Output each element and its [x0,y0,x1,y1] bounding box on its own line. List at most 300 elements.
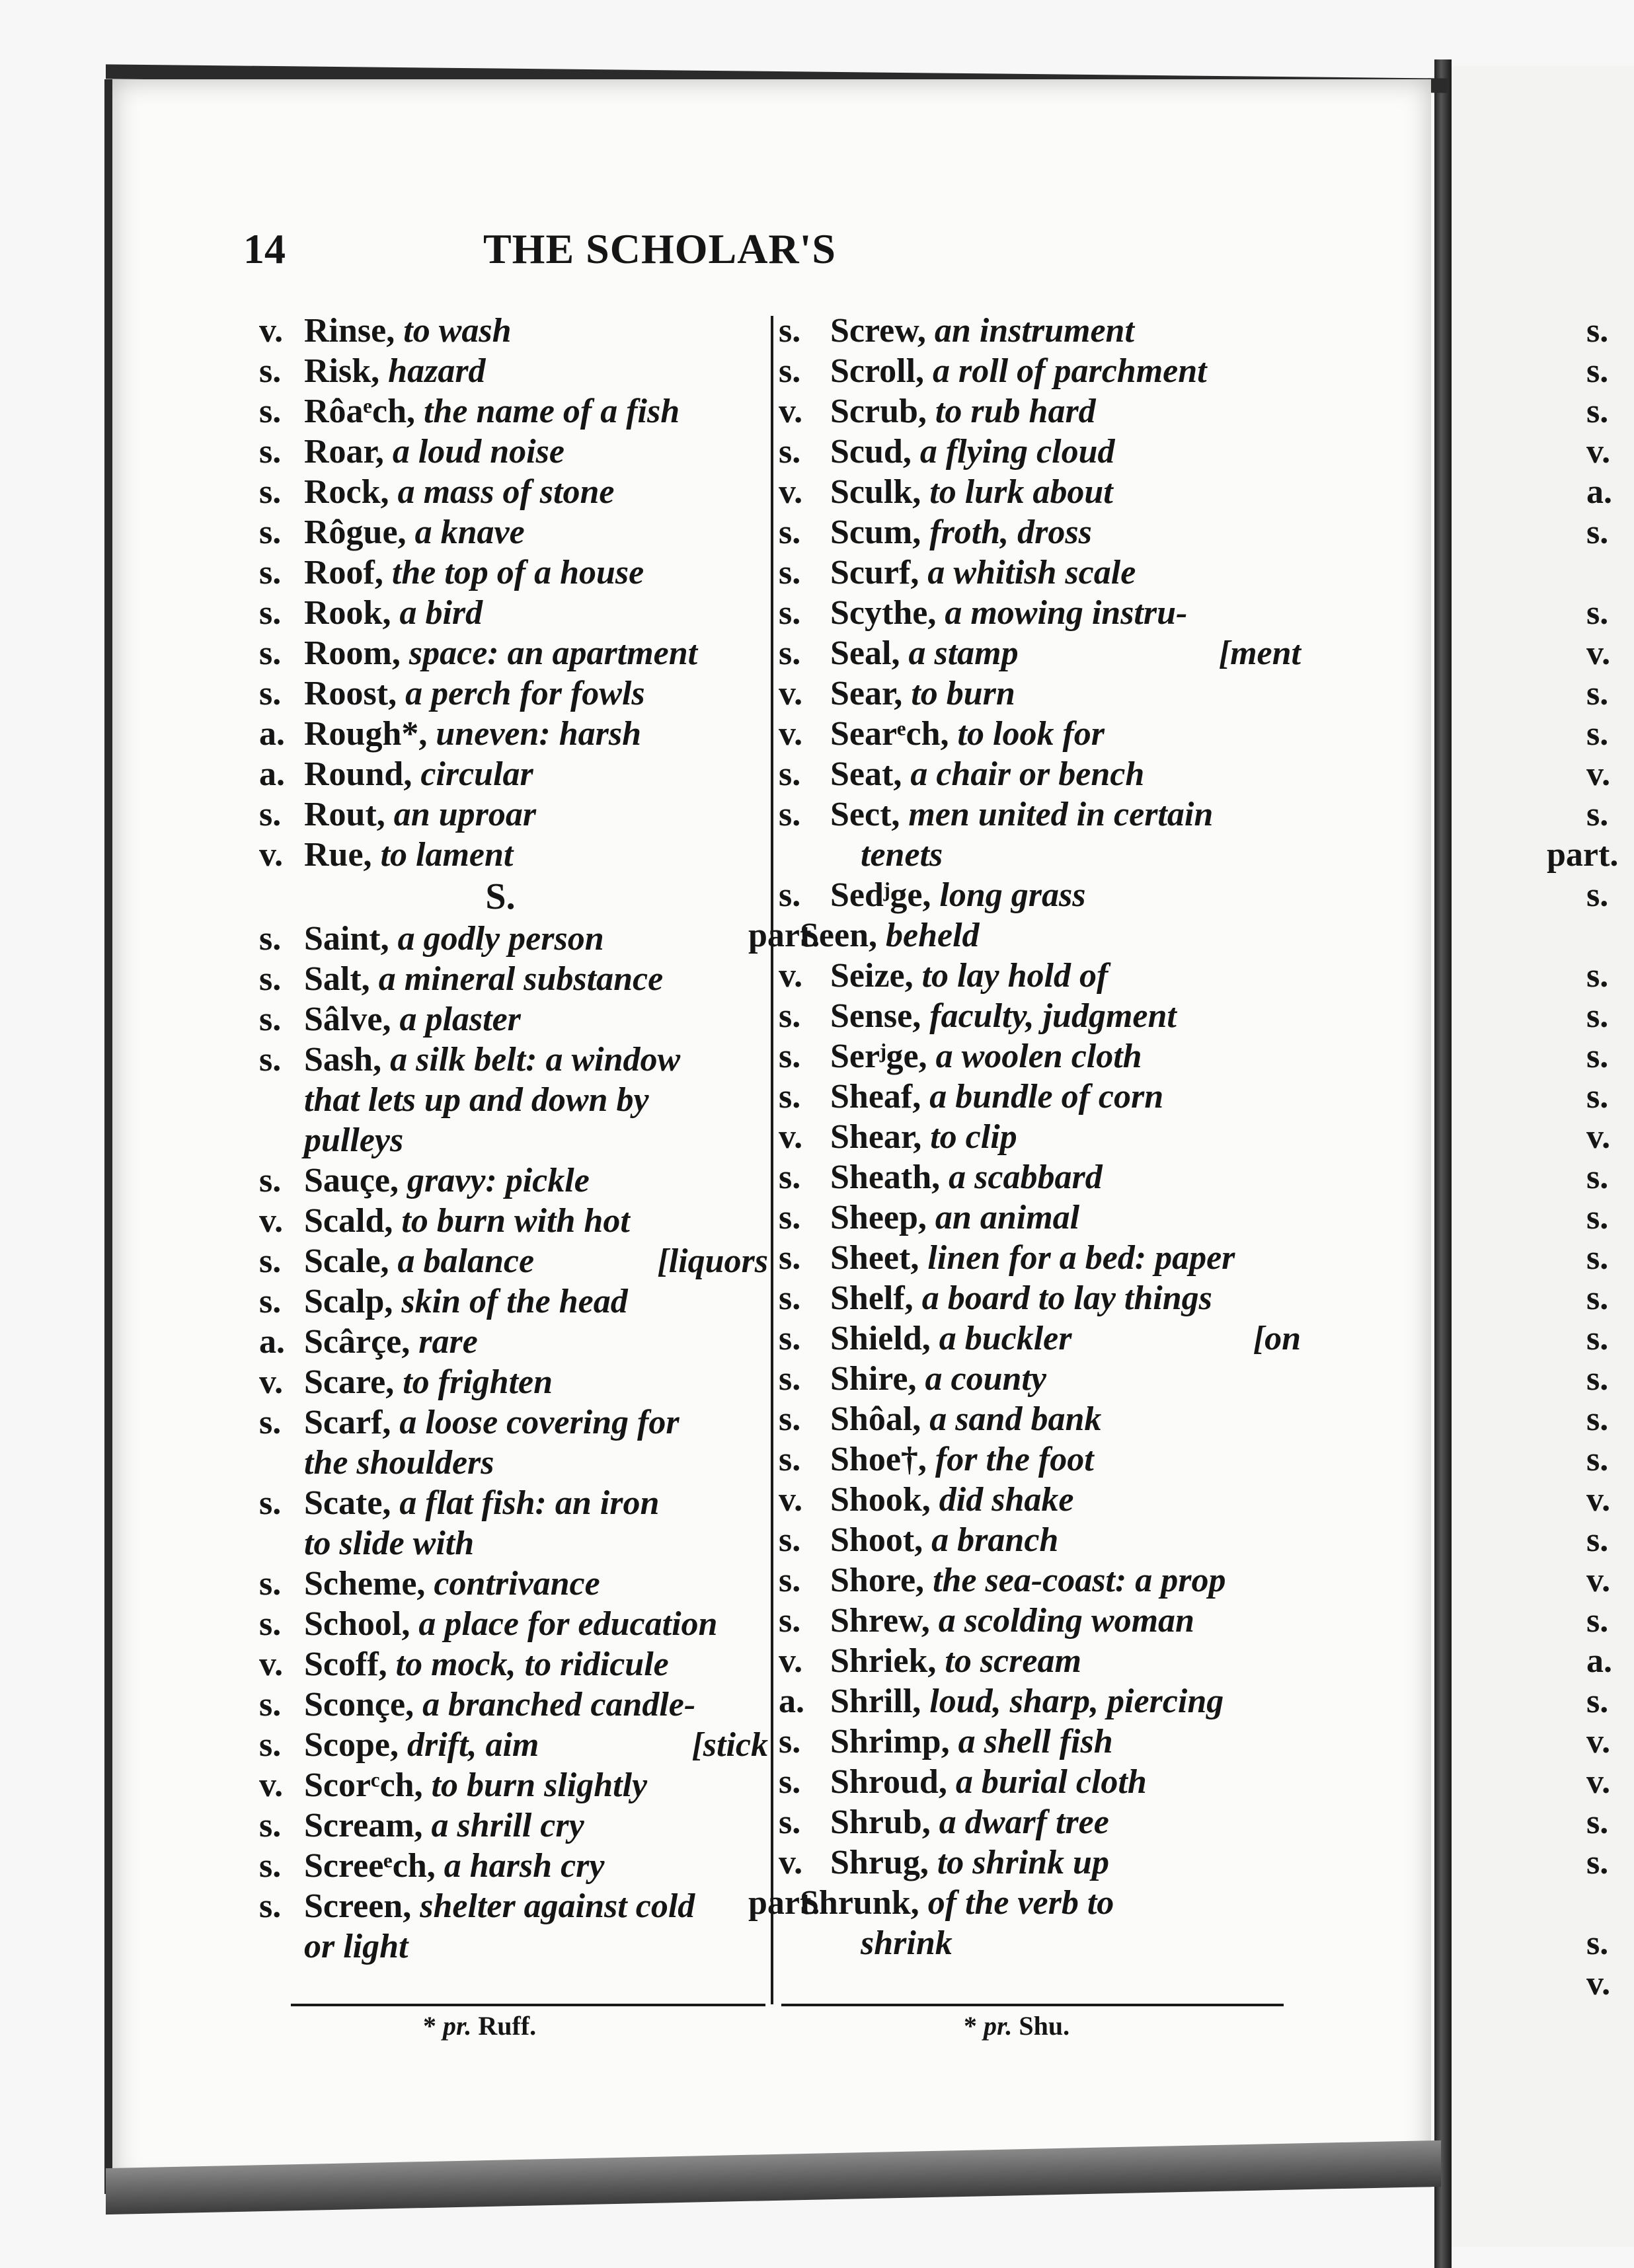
headword: Sheaf, [830,1078,921,1115]
part-of-speech: v. [779,473,803,511]
definition-continuation: that lets up and down by [304,1081,649,1119]
headword: Sheet, [830,1239,919,1277]
part-of-speech: s. [779,755,801,793]
facing-page-part-of-speech: a. [1586,473,1612,511]
dictionary-entry [779,472,1301,512]
dictionary-entry [779,1802,1301,1842]
headword: Scalp, [304,1283,393,1320]
dictionary-entry [259,1483,768,1523]
part-of-speech: s. [779,1400,801,1438]
definition: a scabbard [949,1158,1103,1196]
definition: contrivance [434,1565,600,1603]
definition: a plaster [399,1001,521,1038]
headword: Shrew, [830,1602,930,1640]
dictionary-entry [779,1480,1301,1520]
spacer [534,1241,657,1281]
facing-page-part-of-speech: s. [1586,1279,1609,1317]
part-of-speech: v. [259,1645,284,1683]
definition: shelter against cold [420,1887,695,1925]
headword: Rôaᵉch, [304,393,416,430]
headword: Sconçe, [304,1686,414,1723]
dictionary-entry [259,512,768,552]
headword: Saint, [304,920,389,958]
definition: a board to lay things [921,1279,1212,1317]
part-of-speech: s. [779,1441,801,1478]
part-of-speech: v. [779,675,803,712]
part-of-speech: s. [259,1001,282,1038]
dictionary-entry [259,754,768,794]
part-of-speech: s. [779,1320,801,1357]
facing-page-part-of-speech: v. [1586,1481,1611,1519]
dictionary-entry [779,633,1301,673]
facing-page-part-of-speech: s. [1586,1803,1609,1841]
definition: a county [925,1360,1046,1398]
part-of-speech: s. [779,352,801,390]
facing-page-part-of-speech: v. [1586,1118,1611,1156]
definition: long grass [939,876,1086,914]
headword: Shear, [830,1118,922,1156]
part-of-speech: v. [259,1766,284,1804]
headword: Roar, [304,433,384,471]
dictionary-entry [259,1362,768,1402]
definition: a harsh cry [444,1847,605,1885]
headword: Room, [304,634,401,672]
dictionary-entry [779,673,1301,714]
dictionary-entry [259,1160,768,1201]
definition: an animal [935,1199,1080,1236]
part-of-speech: s. [259,796,282,833]
dictionary-entry [259,633,768,673]
headword: Rook, [304,594,391,632]
definition: an instrument [934,312,1134,350]
headword: Roof, [304,554,383,591]
section-letter: S. [485,876,516,917]
definition: the top of a house [391,554,644,591]
part-of-speech: v. [259,1202,284,1240]
headword: Scurf, [830,554,919,591]
dictionary-entry [259,1886,768,1926]
definition: space: an apartment [408,634,698,672]
part-of-speech: s. [259,634,282,672]
definition: to burn slightly [431,1766,648,1804]
dictionary-entry [259,1281,768,1322]
definition: a branch [931,1521,1059,1559]
headword: Scheme, [304,1565,426,1603]
headword: Sense, [830,997,921,1035]
dictionary-entry [259,1725,768,1765]
definition: men united in certain [908,796,1214,833]
definition: a mass of stone [397,473,615,511]
headword: Serʲge, [830,1038,927,1075]
spacer [1019,633,1219,673]
facing-page-part-of-speech: s. [1586,957,1609,995]
definition: to scream [945,1642,1081,1680]
headword: Screw, [830,312,926,350]
part-of-speech: s. [259,1041,282,1078]
definition: to rub hard [935,393,1096,430]
headword: Rue, [304,836,372,874]
headword: Sâlve, [304,1001,391,1038]
definition: a bird [399,594,483,632]
part-of-speech: a. [259,715,285,753]
headword: Scoff, [304,1645,387,1683]
dictionary-entry [779,1359,1301,1399]
dictionary-entry [259,1604,768,1644]
dictionary-entry [779,1278,1301,1318]
facing-page-part-of-speech: s. [1586,1239,1609,1277]
definition: to wash [403,312,512,350]
footnote-right [964,2010,1070,2041]
dictionary-entry [748,915,1301,956]
part-of-speech: part. [748,1884,820,1922]
headword: Shrug, [830,1844,929,1881]
part-of-speech: s. [259,1605,282,1643]
dictionary-entry [259,1564,768,1604]
definition: an uproar [393,796,537,833]
definition-continuation: the shoulders [304,1444,494,1482]
footnote-text: Shu. [1019,2011,1070,2041]
dictionary-entry [259,1684,768,1725]
dictionary-entry [779,1197,1301,1238]
definition: of the verb to [927,1884,1114,1922]
part-of-speech: s. [779,997,801,1035]
headword: Rout, [304,796,385,833]
definition: to frighten [403,1363,553,1401]
facing-page-part-of-speech: s. [1586,1924,1609,1962]
dictionary-entry [779,754,1301,794]
part-of-speech: v. [779,393,803,430]
definition: a mineral substance [378,960,664,998]
part-of-speech: s. [779,634,801,672]
definition: a stamp [908,634,1019,672]
part-of-speech: s. [779,1078,801,1115]
facing-page-part-of-speech: s. [1586,352,1609,390]
definition: a roll of parchment [933,352,1207,390]
headword: Scud, [830,433,912,471]
headword: Scarf, [304,1404,391,1441]
headword: Scale, [304,1242,389,1280]
part-of-speech: v. [259,836,284,874]
definition: to lurk about [929,473,1113,511]
headword: Scope, [304,1726,399,1764]
part-of-speech: s. [779,1199,801,1236]
part-of-speech: s. [259,1162,282,1199]
dictionary-entry [779,956,1301,996]
definition: a buckler [939,1320,1072,1357]
part-of-speech: v. [779,1642,803,1680]
dictionary-entry [779,391,1301,432]
part-of-speech: v. [779,957,803,995]
definition: a bundle of corn [929,1078,1164,1115]
definition: to shrink up [937,1844,1109,1881]
headword: Shrimp, [830,1723,950,1760]
dictionary-entry [779,1318,1301,1359]
dictionary-entry [259,1040,768,1080]
dictionary-entry [259,311,768,351]
dictionary-entry [779,432,1301,472]
headword: Seize, [830,957,914,995]
definition: uneven: harsh [436,715,642,753]
facing-page-part-of-speech: v. [1586,433,1611,471]
definition: a loud noise [392,433,564,471]
part-of-speech: s. [259,393,282,430]
definition: a balance [397,1242,535,1280]
facing-page-part-of-speech: v. [1586,1965,1611,2002]
dictionary-entry [259,919,768,959]
dictionary-entry [779,1520,1301,1560]
definition: a chair or bench [910,755,1145,793]
part-of-speech: s. [779,1562,801,1599]
facing-page-part-of-speech: s. [1586,1521,1609,1559]
left-column [259,311,768,1967]
definition: to lament [380,836,514,874]
part-of-speech: s. [259,554,282,591]
part-of-speech: v. [779,1844,803,1881]
dictionary-entry [779,1842,1301,1883]
headword: Shore, [830,1562,925,1599]
right-column [748,311,1301,1963]
facing-page-part-of-speech: s. [1586,1844,1609,1881]
part-of-speech: s. [779,312,801,350]
headword: Seen, [800,917,877,954]
part-of-speech: v. [779,715,803,753]
facing-page-part-of-speech: v. [1586,634,1611,672]
headword: Round, [304,755,412,793]
definition: froth, dross [929,513,1092,551]
facing-page-part-of-speech: s. [1586,1320,1609,1357]
headword: Salt, [304,960,370,998]
dictionary-entry [259,959,768,999]
definition-continuation: pulleys [304,1121,404,1159]
part-of-speech: s. [259,1847,282,1885]
facing-page-part-of-speech: s. [1586,1038,1609,1075]
part-of-speech: s. [259,473,282,511]
definition-continuation: or light [304,1928,408,1965]
definition: beheld [886,917,980,954]
dictionary-entry [259,794,768,835]
definition: skin of the head [401,1283,628,1320]
part-of-speech: s. [779,1521,801,1559]
spacer [1072,1318,1253,1359]
dictionary-entry [259,714,768,754]
dictionary-entry [779,996,1301,1036]
part-of-speech: s. [259,960,282,998]
definition: a godly person [397,920,604,958]
dictionary-entry [259,835,768,875]
headword: Sheep, [830,1199,927,1236]
headword: Searᵉch, [830,715,949,753]
dictionary-entry [779,1117,1301,1157]
definition: a scolding woman [938,1602,1194,1640]
part-of-speech: s. [259,1807,282,1844]
dictionary-entry [779,1077,1301,1117]
definition: did shake [939,1481,1074,1519]
part-of-speech: s. [259,352,282,390]
dictionary-entry [779,311,1301,351]
definition: a dwarf tree [939,1803,1109,1841]
part-of-speech: s. [259,1686,282,1723]
dictionary-entry [779,1762,1301,1802]
headword: Shrub, [830,1803,931,1841]
facing-page-part-of-speech: s. [1586,513,1609,551]
definition: a branched candle- [422,1686,696,1723]
headword: Shriek, [830,1642,937,1680]
runover-text: [ment [1218,634,1301,672]
spacer [539,1725,691,1765]
dictionary-entry [779,1399,1301,1439]
dictionary-entry [259,1805,768,1846]
definition: to burn [911,675,1015,712]
footnote-mark: * [423,2011,436,2041]
part-of-speech: s. [779,1803,801,1841]
facing-page-part-of-speech: part. [1547,836,1619,874]
dictionary-entry [748,1883,1301,1923]
column-divider [771,316,773,2004]
part-of-speech: s. [779,1158,801,1196]
facing-page-part-of-speech [1586,552,1634,593]
headword: Scald, [304,1202,393,1240]
part-of-speech: v. [779,1118,803,1156]
headword: Scythe, [830,594,937,632]
facing-page-part-of-speech: s. [1586,312,1609,350]
book-gutter [1434,59,1452,2268]
facing-page-part-of-speech: s. [1586,1078,1609,1115]
dictionary-entry [779,875,1301,915]
definition: a place for education [418,1605,718,1643]
definition: to mock, to ridicule [395,1645,669,1683]
headword: Shire, [830,1360,917,1398]
runover-text: [liquors [657,1242,768,1280]
definition: faculty, judgment [929,997,1177,1035]
headword: Shôal, [830,1400,921,1438]
dictionary-entry [779,593,1301,633]
facing-page-part-of-speech: s. [1586,594,1609,632]
dictionary-entry [259,391,768,432]
headword: Shield, [830,1320,931,1357]
dictionary-entry [779,1238,1301,1278]
part-of-speech: s. [779,433,801,471]
part-of-speech: s. [779,1279,801,1317]
headword: Scate, [304,1484,391,1522]
part-of-speech: s. [779,594,801,632]
headword: Sculk, [830,473,921,511]
page-number: 14 [243,225,286,272]
dictionary-entry [779,351,1301,391]
headword: Sect, [830,796,900,833]
definition: rare [418,1323,478,1361]
footnote-mark: * [964,2011,977,2041]
part-of-speech: s. [259,513,282,551]
dictionary-entry [779,1036,1301,1077]
headword: Shelf, [830,1279,914,1317]
facing-page-part-of-speech: s. [1586,997,1609,1035]
part-of-speech: v. [779,1481,803,1519]
definition: circular [420,755,533,793]
definition-continuation: tenets [861,836,943,874]
headword: Scârçe, [304,1323,410,1361]
definition-continuation: shrink [861,1924,953,1962]
headword: Shrill, [830,1682,921,1720]
facing-page-part-of-speech: a. [1586,1642,1612,1680]
headword: School, [304,1605,410,1643]
dictionary-entry [259,1241,768,1281]
part-of-speech: s. [259,1404,282,1441]
facing-page-part-of-speech: s. [1586,1682,1609,1720]
headword: Rough*, [304,715,428,753]
runover-text: [stick [691,1726,768,1764]
headword: Rôgue, [304,513,407,551]
facing-page-part-of-speech: s. [1586,675,1609,712]
footnote-abbr: pr. [984,2011,1013,2041]
part-of-speech: s. [259,1565,282,1603]
part-of-speech: s. [779,1602,801,1640]
headword: Seat, [830,755,902,793]
facing-page-part-of-speech: v. [1586,1723,1611,1760]
definition: a shell fish [958,1723,1113,1760]
running-head-text: THE SCHOLAR'S [483,225,837,272]
facing-page-part-of-speech: s. [1586,1441,1609,1478]
dictionary-entry [259,552,768,593]
headword: Shrunk, [800,1884,919,1922]
facing-page-part-of-speech: v. [1586,755,1611,793]
definition: a perch for fowls [405,675,645,712]
facing-page-part-of-speech: v. [1586,1562,1611,1599]
definition: to burn with hot [401,1202,630,1240]
definition: a flying cloud [919,433,1115,471]
dictionary-entry [779,512,1301,552]
facing-page-part-of-speech: s. [1586,1400,1609,1438]
definition: the sea-coast: a prop [933,1562,1226,1599]
facing-page-part-of-speech: s. [1586,1158,1609,1196]
part-of-speech: s. [259,675,282,712]
definition: to lay hold of [921,957,1109,995]
dictionary-entry [779,794,1301,835]
headword: Risk, [304,352,380,390]
headword: Sedʲge, [830,876,931,914]
definition: a whitish scale [927,554,1136,591]
headword: Scream, [304,1807,423,1844]
dictionary-entry [259,673,768,714]
dictionary-entry [259,1402,768,1443]
part-of-speech: s. [779,1360,801,1398]
definition: gravy: pickle [407,1162,590,1199]
running-head [0,225,1634,274]
footnote-text: Ruff. [478,2011,537,2041]
headword: Sash, [304,1041,382,1078]
dictionary-entry [779,1560,1301,1601]
definition: the name of a fish [424,393,680,430]
definition: loud, sharp, piercing [929,1682,1224,1720]
definition: a mowing instru- [945,594,1188,632]
facing-page-part-of-speech [1586,915,1634,956]
definition: a shrill cry [431,1807,584,1844]
definition: a sand bank [929,1400,1102,1438]
dictionary-entry [259,472,768,512]
definition-continuation: to slide with [304,1525,475,1562]
headword: Screen, [304,1887,412,1925]
part-of-speech: s. [259,1726,282,1764]
facing-page-margin-column [1547,311,1634,2004]
definition: to clip [930,1118,1017,1156]
headword: Scroll, [830,352,925,390]
definition: linen for a bed: paper [927,1239,1235,1277]
definition: to look for [957,715,1105,753]
headword: Rock, [304,473,389,511]
part-of-speech: a. [259,755,285,793]
definition: hazard [388,352,486,390]
headword: Sheath, [830,1158,941,1196]
definition: a knave [414,513,525,551]
